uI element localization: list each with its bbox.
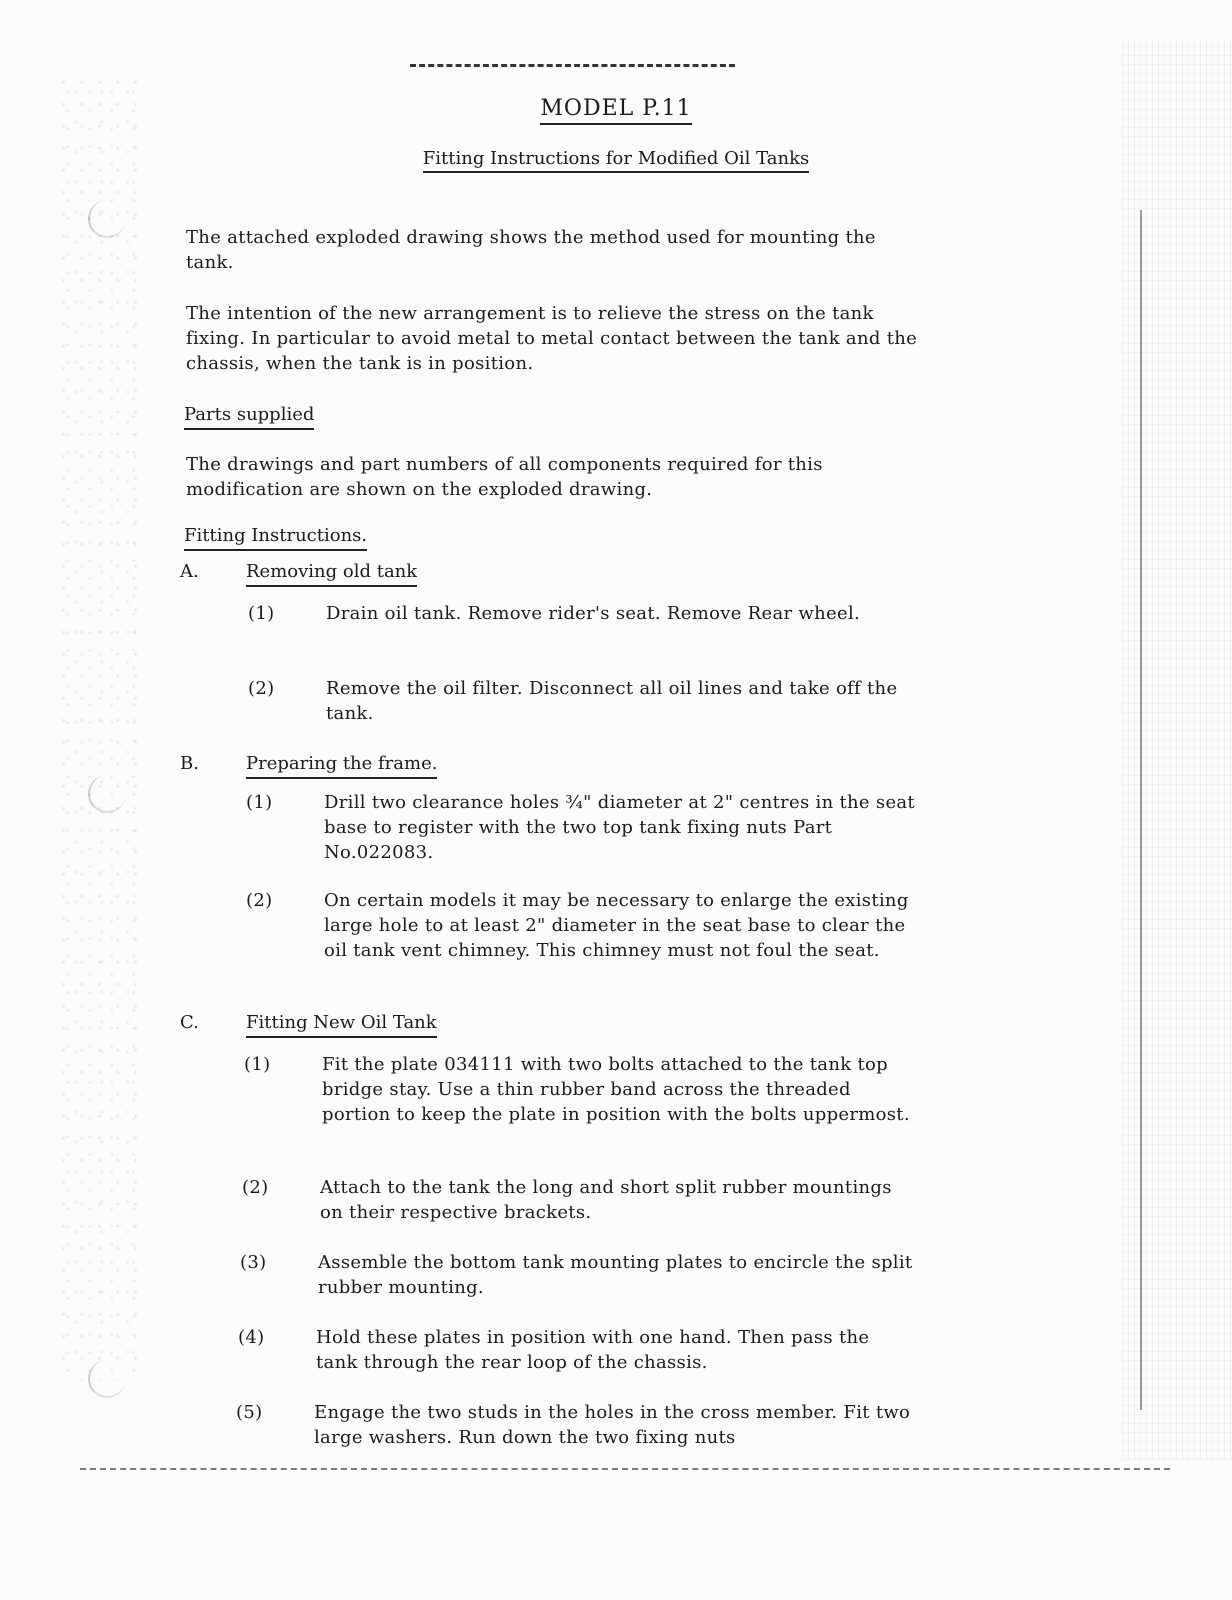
instruction-item [246,888,946,988]
item-number: (1) [246,792,273,813]
document-title: MODEL P.11 [0,96,1232,121]
document-subtitle: Fitting Instructions for Modified Oil Tanks [0,148,1232,169]
scan-noise-left [60,80,150,1380]
fitting-heading: Fitting Instructions. [184,525,367,546]
punch-hole-mark [88,200,126,238]
scan-edge-line [1140,210,1142,1410]
item-number: (1) [244,1054,271,1075]
parts-heading: Parts supplied [184,404,314,425]
instruction-item [248,676,948,726]
intro-paragraph-1: The attached exploded drawing shows the method used for mounting the tank. [186,227,876,273]
item-number: (3) [240,1252,267,1273]
item-text: Attach to the tank the long and short split rubber mountings on their respective brackets. [320,1177,892,1223]
parts-paragraph: The drawings and part numbers of all components required for this modification are shown on the exploded drawing. [186,454,823,500]
intro-paragraph-2: The intention of the new arrangement is to relieve the stress on the tank fixing. In particular to avoid metal to metal contact between the tank and the chassis, when the tank is in position. [186,303,918,374]
item-number: (1) [248,603,275,624]
item-text: Drain oil tank. Remove rider's seat. Remove Rear wheel. [326,603,861,624]
section-title: Removing old tank [246,561,417,582]
scan-noise-right [1122,40,1232,1460]
item-number: (2) [248,678,275,699]
section-letter: A. [180,561,199,582]
instruction-item [240,1250,940,1300]
instruction-item [236,1400,940,1450]
punch-hole-mark [88,1360,126,1398]
item-text: Engage the two studs in the holes in the cross member. Fit two large washers. Run down the two fixing nuts [314,1402,911,1448]
item-number: (2) [242,1177,269,1198]
punch-hole-mark [88,775,126,813]
header-rule [410,64,735,67]
instruction-item [246,790,946,865]
item-text: Assemble the bottom tank mounting plates to encircle the split rubber mounting. [318,1252,913,1298]
instruction-item [238,1325,938,1375]
item-text: On certain models it may be necessary to enlarge the existing large hole to at least 2" diameter in the seat base to clear the oil tank vent chimney. This chimney must not foul the seat. [324,890,909,961]
item-number: (5) [236,1402,263,1423]
item-text: Hold these plates in position with one hand. Then pass the tank through the rear loop of the chassis. [316,1327,870,1373]
instruction-item [248,601,948,651]
section-title: Fitting New Oil Tank [246,1012,437,1033]
section-title: Preparing the frame. [246,753,437,774]
page-bottom-rule [80,1468,1170,1470]
item-number: (4) [238,1327,265,1348]
section-letter: B. [180,753,199,774]
item-text: Remove the oil filter. Disconnect all oil lines and take off the tank. [326,678,898,724]
item-number: (2) [246,890,273,911]
instruction-item [242,1175,942,1225]
instruction-item [244,1052,944,1152]
item-text: Drill two clearance holes ¾" diameter at 2" centres in the seat base to register with the two top tank fixing nuts Part No.022083. [324,792,915,863]
section-letter: C. [180,1012,199,1033]
item-text: Fit the plate 034111 with two bolts attached to the tank top bridge stay. Use a thin rubber band across the threaded portion to keep the plate in position with the bolts uppermost. [322,1054,910,1125]
